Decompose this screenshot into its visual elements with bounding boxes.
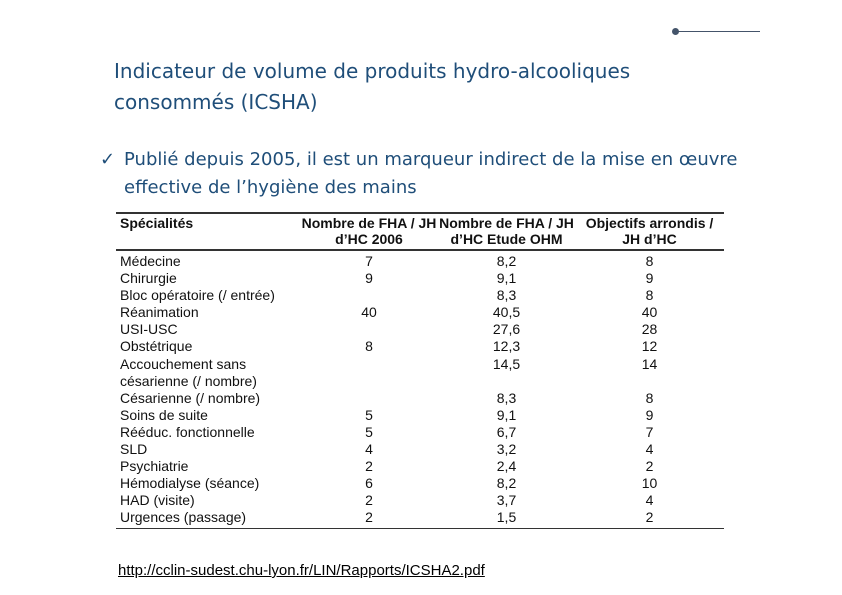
cell-fha-2006 xyxy=(300,287,438,304)
decorative-dot xyxy=(672,28,679,35)
cell-objectif: 9 xyxy=(645,406,654,423)
cell-fha-2006: 2 xyxy=(365,492,373,509)
cell-specialite: Rééduc. fonctionnelle xyxy=(120,423,255,440)
cell-fha-2006 xyxy=(300,373,438,390)
cell-objectif: 14 xyxy=(641,355,658,372)
table-row xyxy=(116,407,724,424)
icsha-table xyxy=(116,212,720,529)
table-row xyxy=(116,356,724,373)
cell-objectif: 8 xyxy=(645,253,654,269)
cell-fha-2006: 8 xyxy=(365,338,373,355)
cell-objectif: 28 xyxy=(641,321,658,338)
table-row xyxy=(116,458,724,475)
cell-fha-ohm: 9,1 xyxy=(496,406,517,423)
cell-objectif: 12 xyxy=(641,338,658,355)
table-row xyxy=(116,441,724,458)
table-row xyxy=(116,304,724,321)
checkmark-icon: ✓ xyxy=(100,149,116,170)
cell-fha-2006: 9 xyxy=(365,270,373,287)
cell-fha-2006 xyxy=(300,356,438,373)
cell-objectif: 2 xyxy=(575,509,724,528)
cell-fha-ohm: 8,3 xyxy=(496,389,517,406)
cell-specialite: SLD xyxy=(120,441,148,458)
cell-objectif: 9 xyxy=(645,270,654,287)
table-row xyxy=(116,509,724,528)
cell-objectif: 8 xyxy=(645,287,654,304)
cell-specialite: césarienne (/ nombre) xyxy=(120,372,257,389)
source-link[interactable]: http://cclin-sudest.chu-lyon.fr/LIN/Rapports/ICSHA2.pdf xyxy=(118,562,485,579)
cell-fha-2006: 5 xyxy=(365,423,373,440)
decorative-line xyxy=(677,31,760,32)
cell-specialite: Médecine xyxy=(120,253,181,269)
cell-fha-ohm: 40,5 xyxy=(492,304,521,321)
table-row xyxy=(116,475,724,492)
bullet-text: Publié depuis 2005, il est un marqueur indirect de la mise en œuvre effective de l’hygiène des mains xyxy=(124,149,738,198)
table-row xyxy=(116,270,724,287)
cell-specialite: USI-USC xyxy=(120,321,178,338)
cell-objectif: 7 xyxy=(645,423,654,440)
cell-specialite: Chirurgie xyxy=(120,270,177,287)
cell-fha-ohm: 6,7 xyxy=(496,423,517,440)
cell-fha-ohm: 12,3 xyxy=(492,338,521,355)
cell-specialite: Obstétrique xyxy=(120,338,193,355)
cell-objectif: 10 xyxy=(641,475,658,492)
cell-objectif: 4 xyxy=(645,441,654,458)
header-specialites: Spécialités xyxy=(116,213,300,250)
table-row xyxy=(116,250,724,270)
cell-fha-ohm: 14,5 xyxy=(492,355,521,372)
cell-fha-ohm: 27,6 xyxy=(492,321,521,338)
cell-fha-ohm: 2,4 xyxy=(496,458,517,475)
table-row xyxy=(116,492,724,509)
cell-objectif xyxy=(575,373,724,390)
cell-fha-2006: 2 xyxy=(300,509,438,528)
slide-title: Indicateur de volume de produits hydro-alcooliques consommés (ICSHA) xyxy=(114,59,631,114)
cell-fha-2006 xyxy=(300,321,438,338)
cell-specialite: Soins de suite xyxy=(120,406,208,423)
cell-fha-ohm: 3,2 xyxy=(496,441,517,458)
table-row xyxy=(116,338,724,355)
cell-fha-2006: 40 xyxy=(361,304,377,321)
table-row xyxy=(116,390,724,407)
cell-fha-ohm: 3,7 xyxy=(496,492,517,509)
table-body xyxy=(116,250,724,528)
header-fha-ohm: Nombre de FHA / JH d’HC Etude OHM xyxy=(438,213,575,250)
cell-fha-ohm: 9,1 xyxy=(496,270,517,287)
cell-specialite: Réanimation xyxy=(120,304,199,321)
cell-fha-2006: 4 xyxy=(365,441,373,458)
cell-specialite: Urgences (passage) xyxy=(116,509,300,528)
cell-objectif: 40 xyxy=(641,304,658,321)
table-row xyxy=(116,373,724,390)
table-row xyxy=(116,321,724,338)
cell-fha-ohm: 8,2 xyxy=(496,253,517,269)
cell-specialite: Psychiatrie xyxy=(120,458,189,475)
header-fha-2006: Nombre de FHA / JH d’HC 2006 xyxy=(300,213,438,250)
table-header-row xyxy=(116,213,724,250)
header-objectifs: Objectifs arrondis / JH d’HC xyxy=(575,213,724,250)
table-row xyxy=(116,287,724,304)
cell-specialite: HAD (visite) xyxy=(120,492,195,509)
cell-fha-2006: 5 xyxy=(365,406,373,423)
cell-fha-ohm: 8,3 xyxy=(496,287,517,304)
cell-fha-ohm: 8,2 xyxy=(496,475,517,492)
cell-fha-2006 xyxy=(300,390,438,407)
cell-objectif: 8 xyxy=(645,389,654,406)
bullet-point xyxy=(100,146,780,202)
cell-objectif: 4 xyxy=(645,492,654,509)
cell-fha-2006: 7 xyxy=(365,253,373,269)
cell-specialite: Accouchement sans xyxy=(120,355,247,372)
cell-specialite: Hémodialyse (séance) xyxy=(120,475,260,492)
cell-fha-2006: 2 xyxy=(365,458,373,475)
cell-objectif: 2 xyxy=(645,458,654,475)
cell-fha-ohm xyxy=(438,373,575,390)
cell-fha-2006: 6 xyxy=(365,475,373,492)
table-row xyxy=(116,424,724,441)
cell-fha-ohm: 1,5 xyxy=(438,509,575,528)
cell-specialite: Bloc opératoire (/ entrée) xyxy=(120,287,275,304)
cell-specialite: Césarienne (/ nombre) xyxy=(120,389,261,406)
